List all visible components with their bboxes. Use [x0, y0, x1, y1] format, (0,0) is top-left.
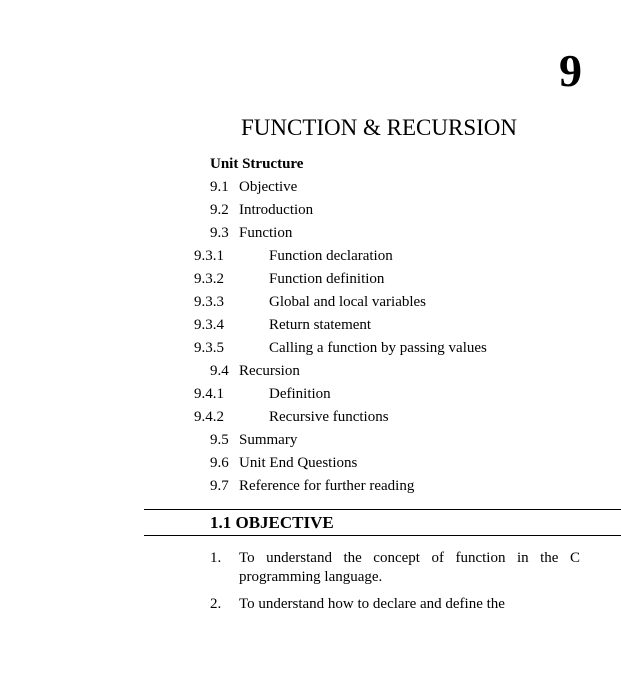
objective-text: To understand the concept of function in the C programming language. [239, 550, 580, 585]
toc-subitem [0, 316, 621, 339]
toc-subitem-label: Recursive functions [269, 409, 389, 425]
objectives-list [0, 549, 621, 614]
objective-number: 2. [210, 596, 222, 612]
toc-item-label: Function [239, 225, 293, 241]
toc-item-number: 9.3 [210, 225, 229, 241]
toc-subitem-label: Function definition [269, 271, 385, 287]
toc-item-label: Recursion [239, 363, 300, 379]
objective-item [0, 595, 621, 614]
toc-item [0, 454, 621, 477]
objective-number: 1. [210, 550, 222, 566]
unit-structure-heading: Unit Structure [210, 156, 304, 172]
toc-subitem-number: 9.3.3 [194, 294, 224, 310]
section-divider-top [144, 509, 621, 510]
toc-item-label: Introduction [239, 202, 314, 218]
toc-subitem [0, 385, 621, 408]
toc-subitem-label: Return statement [269, 317, 372, 333]
chapter-title: FUNCTION & RECURSION [241, 115, 518, 140]
toc-subitem-number: 9.4.2 [194, 409, 224, 425]
toc-item-number: 9.7 [210, 478, 229, 494]
objective-text: To understand how to declare and define the [239, 596, 505, 612]
toc-subitem-label: Definition [269, 386, 331, 402]
toc-item [0, 224, 621, 247]
toc-item-label: Objective [239, 179, 298, 195]
chapter-number: 9 [559, 45, 582, 96]
toc-subitem-number: 9.3.1 [194, 248, 224, 264]
toc-item [0, 178, 621, 201]
toc-item [0, 431, 621, 454]
objective-item [0, 549, 621, 587]
toc-subitem-label: Calling a function by passing values [269, 340, 487, 356]
toc-item-number: 9.5 [210, 432, 229, 448]
toc-item-number: 9.2 [210, 202, 229, 218]
section-divider-bottom [144, 535, 621, 536]
toc-subitem-number: 9.3.5 [194, 340, 224, 356]
toc-subitem [0, 293, 621, 316]
toc-item-number: 9.4 [210, 363, 229, 379]
toc-item [0, 362, 621, 385]
toc-item-number: 9.1 [210, 179, 229, 195]
toc-subitem-number: 9.3.4 [194, 317, 224, 333]
toc-subitem [0, 247, 621, 270]
toc-subitem [0, 339, 621, 362]
toc-item-number: 9.6 [210, 455, 229, 471]
toc-subitem-label: Function declaration [269, 248, 393, 264]
toc-item-label: Summary [239, 432, 298, 448]
toc-item-label: Unit End Questions [239, 455, 358, 471]
toc-item-label: Reference for further reading [239, 478, 415, 494]
toc-subitem [0, 408, 621, 431]
toc-subitem-number: 9.4.1 [194, 386, 224, 402]
section-heading: 1.1 OBJECTIVE [210, 513, 334, 532]
toc-item [0, 477, 621, 500]
unit-structure-list [0, 178, 621, 500]
toc-subitem-label: Global and local variables [269, 294, 427, 310]
toc-item [0, 201, 621, 224]
toc-subitem [0, 270, 621, 293]
toc-subitem-number: 9.3.2 [194, 271, 224, 287]
